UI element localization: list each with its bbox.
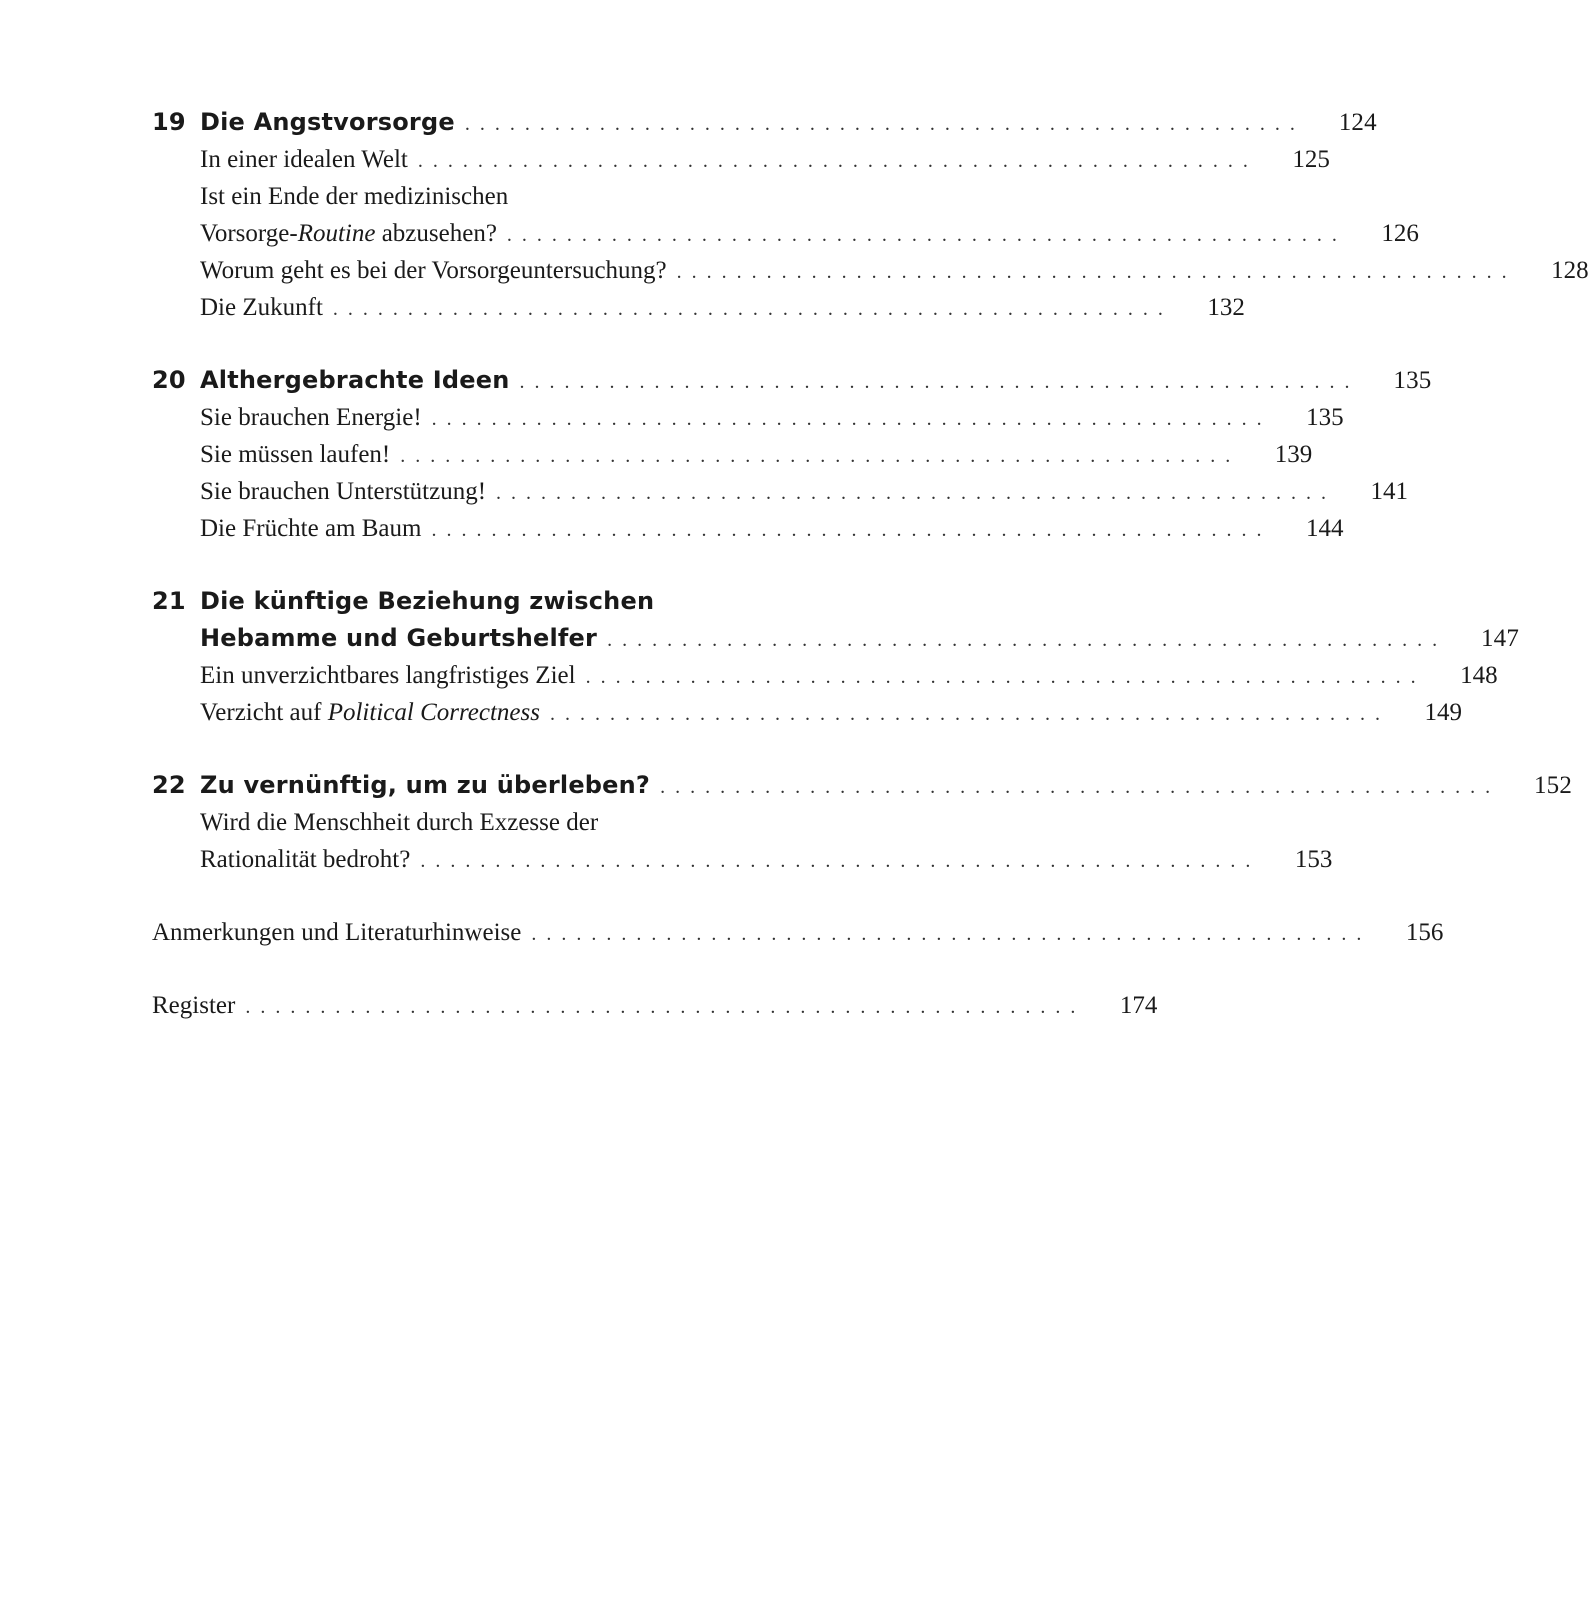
toc-section[interactable]	[152, 657, 1498, 694]
toc-back-matter-notes[interactable]	[152, 914, 1444, 951]
page-number: 128	[1551, 257, 1589, 284]
section-title: Die Früchte am Baum	[200, 515, 422, 542]
section-title: Sie brauchen Energie!	[200, 404, 422, 431]
page-number: 152	[1533, 772, 1573, 799]
dot-leader	[507, 217, 1337, 254]
toc-section-line1[interactable]	[152, 804, 880, 841]
chapter-number: 19	[152, 108, 186, 136]
section-title: Wird die Menschheit durch Exzesse der	[200, 809, 599, 836]
dot-leader	[520, 364, 1350, 401]
section-title: Rationalität bedroht?	[200, 846, 411, 873]
toc-section[interactable]	[152, 252, 1589, 289]
chapter-title: Hebamme und Geburtshelfer	[200, 624, 598, 652]
page-number: 141	[1370, 478, 1409, 505]
back-matter-title: Register	[152, 992, 236, 1019]
toc-chapter-19[interactable]	[152, 104, 1377, 141]
section-title: Sie müssen laufen!	[200, 441, 391, 468]
dot-leader	[660, 769, 1490, 806]
toc-section[interactable]	[152, 399, 1344, 436]
toc-chapter-20[interactable]	[152, 362, 1432, 399]
dot-leader	[418, 143, 1248, 180]
page-number: 135	[1393, 367, 1432, 394]
toc-section-line2[interactable]	[152, 841, 1333, 878]
chapter-title: Zu vernünftig, um zu überleben?	[200, 771, 651, 799]
section-title: In einer idealen Welt	[200, 146, 408, 173]
chapter-title: Althergebrachte Ideen	[200, 366, 510, 394]
page-number: 135	[1306, 404, 1344, 431]
page-number: 153	[1294, 846, 1333, 873]
dot-leader	[607, 622, 1437, 659]
chapter-number: 22	[152, 771, 186, 799]
dot-leader	[400, 438, 1230, 475]
toc-section-line2[interactable]	[152, 215, 1419, 252]
dot-leader	[431, 512, 1261, 549]
toc-section[interactable]	[152, 141, 1330, 178]
section-title: Sie brauchen Unterstützung!	[200, 478, 487, 505]
chapter-title: Die künftige Beziehung zwischen	[200, 587, 655, 615]
toc-back-matter-register[interactable]	[152, 987, 1158, 1024]
section-title: Die Zukunft	[200, 294, 323, 321]
toc-section[interactable]	[152, 473, 1409, 510]
page-number: 149	[1424, 699, 1462, 726]
toc-section-line1[interactable]	[152, 178, 880, 215]
chapter-title: Die Angstvorsorge	[200, 108, 455, 136]
chapter-number: 20	[152, 366, 186, 394]
back-matter-title: Anmerkungen und Literaturhinweise	[152, 919, 522, 946]
dot-leader	[245, 989, 1075, 1026]
toc-chapter-21-line1[interactable]	[152, 583, 880, 620]
section-title: Vorsorge-Routine abzusehen?	[200, 220, 497, 247]
page-number: 125	[1292, 146, 1330, 173]
dot-leader	[496, 475, 1326, 512]
dot-leader	[550, 696, 1380, 733]
toc-chapter-21-line2[interactable]	[152, 620, 1520, 657]
section-title: Verzicht auf Political Correctness	[200, 699, 540, 726]
dot-leader	[465, 106, 1295, 143]
page-number: 147	[1480, 625, 1520, 652]
section-title: Ein unverzichtbares langfristiges Ziel	[200, 662, 576, 689]
dot-leader	[531, 916, 1361, 953]
section-title: Ist ein Ende der medizinischen	[200, 183, 509, 210]
page-number: 124	[1338, 109, 1377, 136]
page-number: 174	[1119, 992, 1158, 1019]
dot-leader	[432, 401, 1262, 438]
page-number: 126	[1381, 220, 1419, 247]
page-number: 132	[1207, 294, 1245, 321]
section-title: Worum geht es bei der Vorsorgeuntersuchung?	[200, 257, 667, 284]
toc-section[interactable]	[152, 436, 1313, 473]
toc-section[interactable]	[152, 289, 1245, 326]
dot-leader	[420, 843, 1250, 880]
italic-text: Routine	[297, 220, 376, 247]
toc-section[interactable]	[152, 694, 1462, 731]
dot-leader	[586, 659, 1416, 696]
italic-text: Political Correctness	[327, 699, 540, 726]
page-number: 144	[1305, 515, 1344, 542]
dot-leader	[677, 254, 1507, 291]
chapter-number: 21	[152, 587, 186, 615]
page-number: 148	[1460, 662, 1498, 689]
toc-chapter-22[interactable]	[152, 767, 1573, 804]
toc-section[interactable]	[152, 510, 1344, 547]
dot-leader	[333, 291, 1163, 328]
page-number: 139	[1274, 441, 1313, 468]
table-of-contents	[152, 104, 1589, 1024]
page-number: 156	[1405, 919, 1444, 946]
